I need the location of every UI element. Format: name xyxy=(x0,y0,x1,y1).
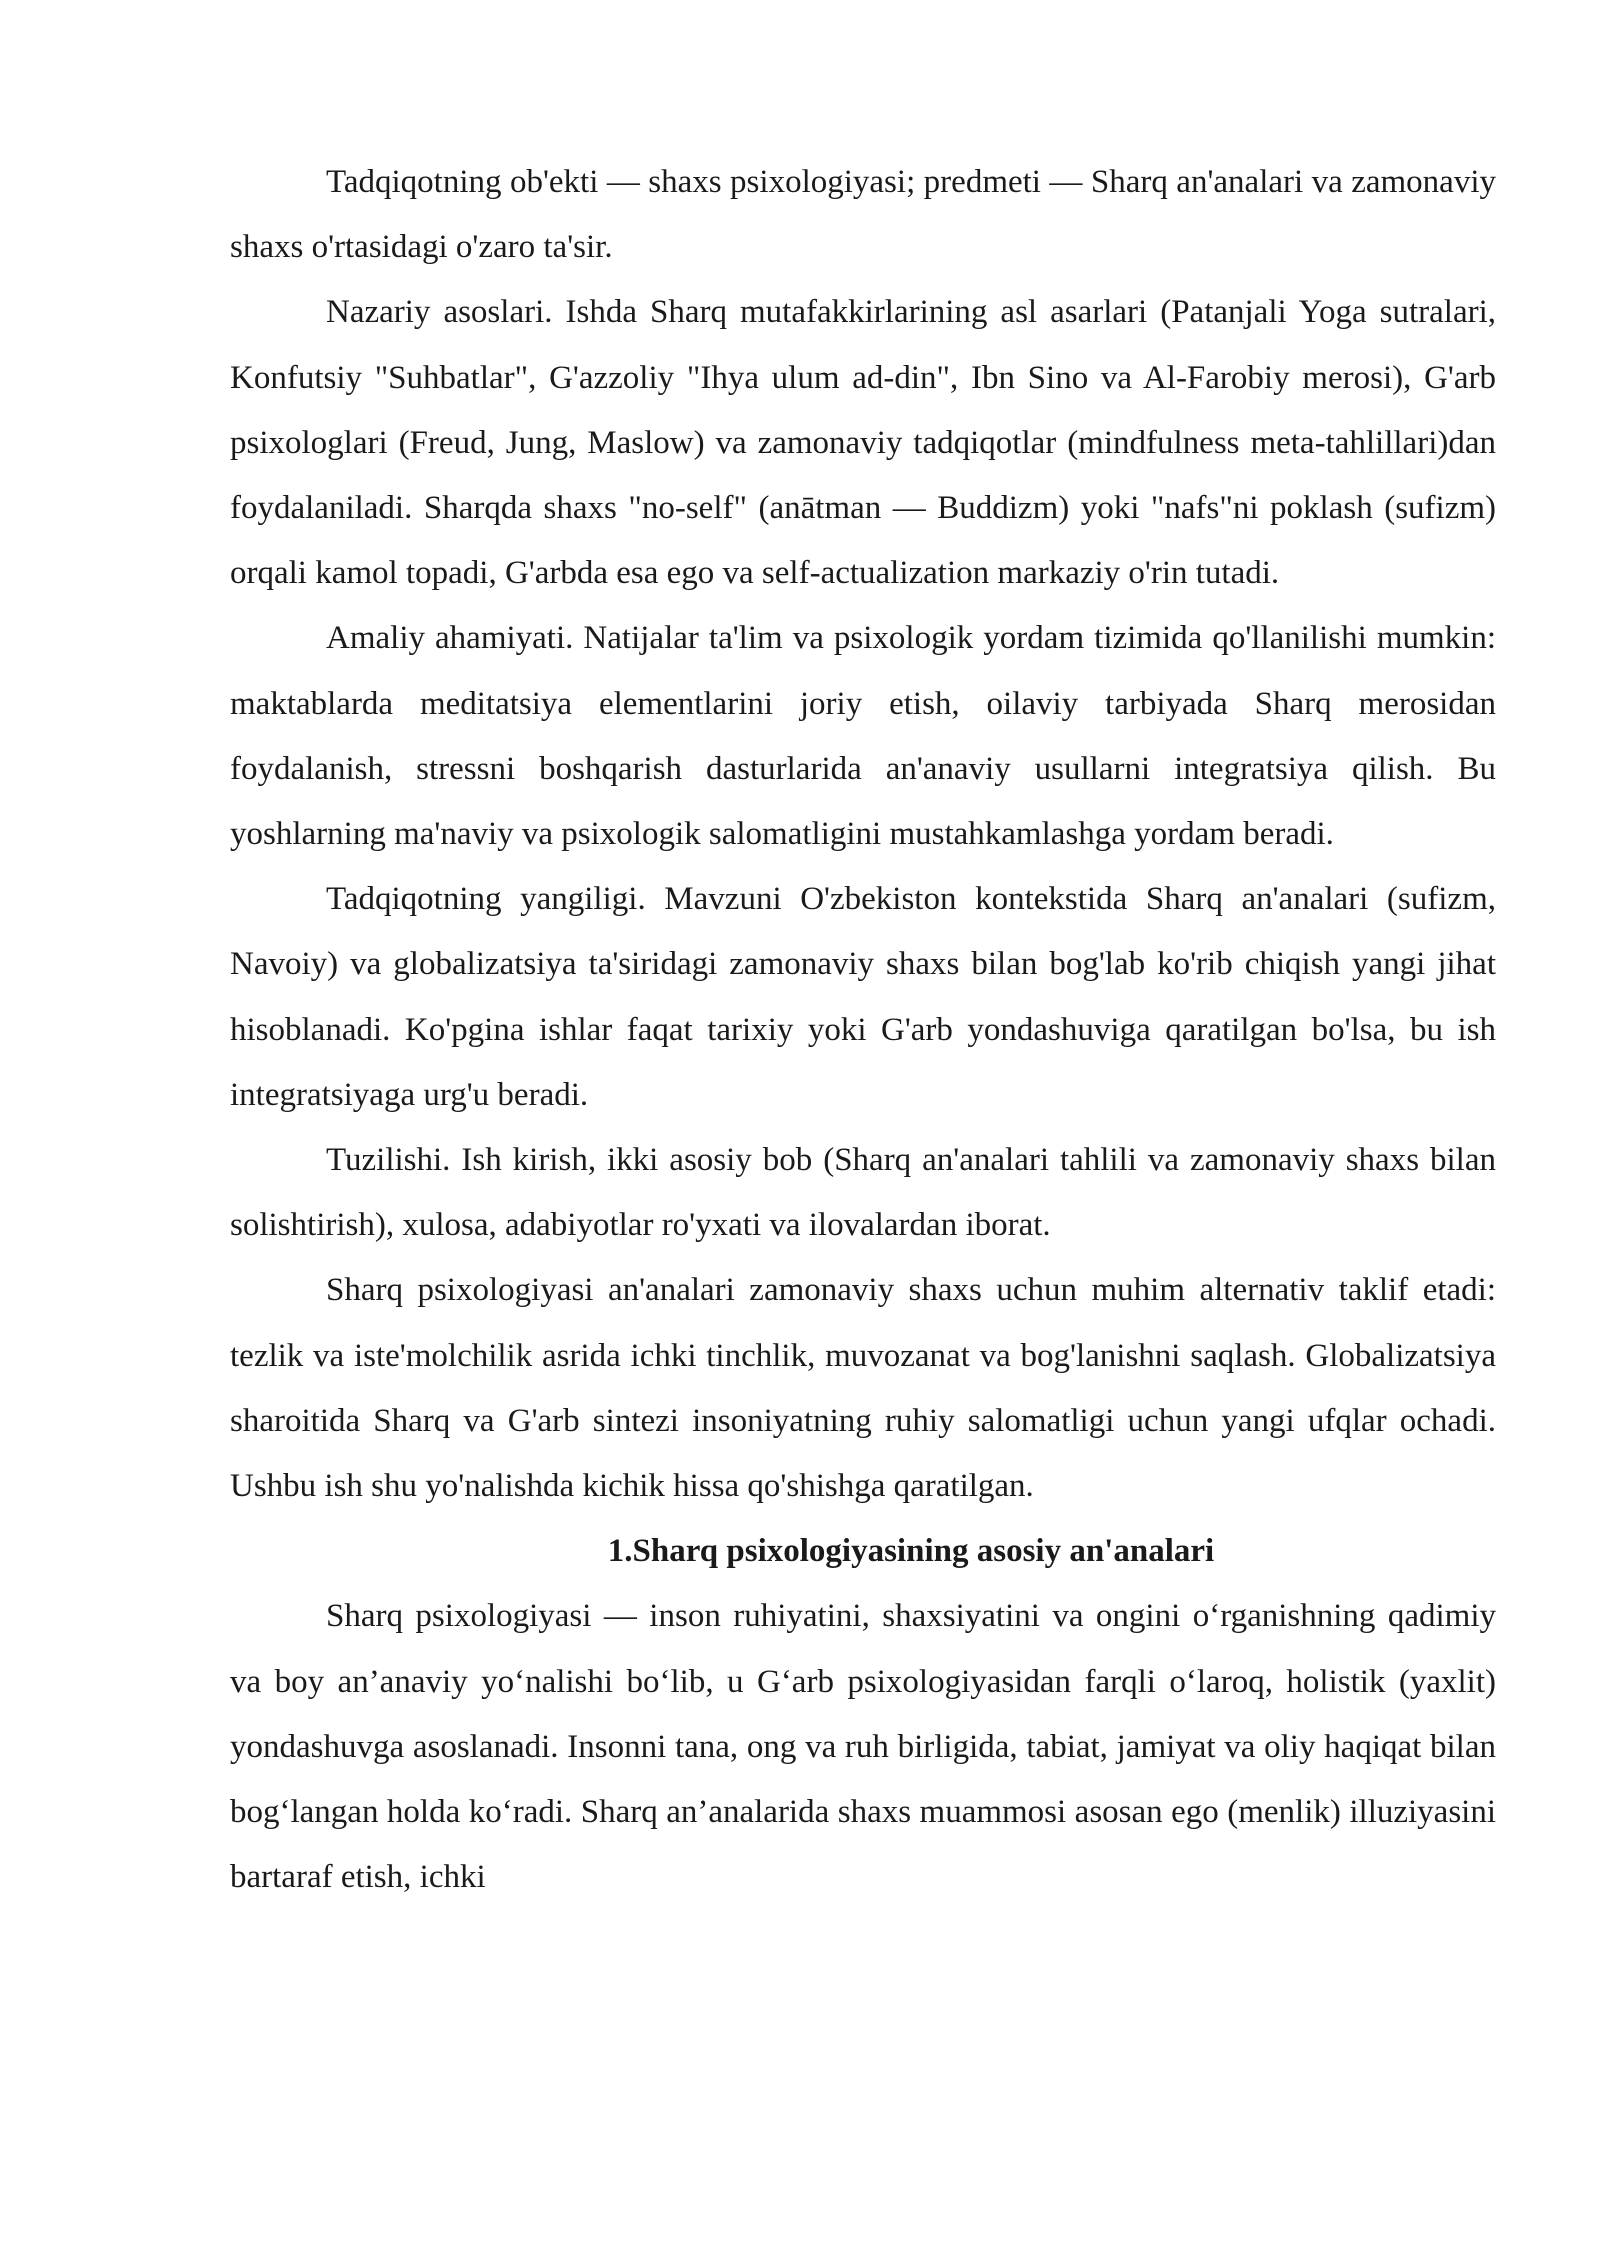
paragraph-research-object: Tadqiqotning ob'ekti — shaxs psixologiyasi; predmeti — Sharq an'analari va zamonaviy shaxs o'rtasidagi o'zaro ta'sir. xyxy=(230,164,1496,266)
paragraph-practical-significance: Amaliy ahamiyati. Natijalar ta'lim va psixologik yordam tizimida qo'llanilishi mumkin: maktablarda meditatsiya elementlarini joriy etish, oilaviy tarbiyada Sharq merosidan foydalanish, stressni boshqarish dasturlarida an'anaviy usullarni integratsiya qilish. Bu yoshlarning ma'naviy va psixologik salomatligini mustahkamlashga yordam beradi. xyxy=(230,620,1496,853)
paragraph-section-intro: Sharq psixologiyasi — inson ruhiyatini, shaxsiyatini va ongini o‘rganishning qadimiy va boy an’anaviy yo‘nalishi bo‘lib, u G‘arb psixologiyasidan farqli o‘laroq, holistik (yaxlit) yondashuvga asoslanadi. Insonni tana, ong va ruh birligida, tabiat, jamiyat va oliy haqiqat bilan bog‘langan holda ko‘radi. Sharq an’analarida shaxs muammosi asosan ego (menlik) illuziyasini bartaraf etish, ichki xyxy=(230,1598,1496,1896)
paragraph-theoretical-basis: Nazariy asoslari. Ishda Sharq mutafakkirlarining asl asarlari (Patanjali Yoga sutralari, Konfutsiy "Suhbatlar", G'azzoliy "Ihya ulum ad-din", Ibn Sino va Al-Farobiy merosi), G'arb psixologlari (Freud, Jung, Maslow) va zamonaviy tadqiqotlar (mindfulness meta-tahlillari)dan foydalaniladi. Sharqda shaxs "no-self" (anātman — Buddizm) yoki "nafs"ni poklash (sufizm) orqali kamol topadi, G'arbda esa ego va self-actualization markaziy o'rin tutadi. xyxy=(230,294,1496,592)
document-page xyxy=(230,150,1496,1910)
paragraph-novelty: Tadqiqotning yangiligi. Mavzuni O'zbekiston kontekstida Sharq an'analari (sufizm, Navoiy) va globalizatsiya ta'siridagi zamonaviy shaxs bilan bog'lab ko'rib chiqish yangi jihat hisoblanadi. Ko'pgina ishlar faqat tarixiy yoki G'arb yondashuviga qaratilgan bo'lsa, bu ish integratsiyaga urg'u beradi. xyxy=(230,881,1496,1113)
section-heading: 1.Sharq psixologiyasining asosiy an'analari xyxy=(607,1533,1215,1570)
paragraph-structure: Tuzilishi. Ish kirish, ikki asosiy bob (Sharq an'analari tahlili va zamonaviy shaxs bilan solishtirish), xulosa, adabiyotlar ro'yxati va ilovalardan iborat. xyxy=(230,1142,1496,1244)
paragraph-conclusion: Sharq psixologiyasi an'analari zamonaviy shaxs uchun muhim alternativ taklif etadi: tezlik va iste'molchilik asrida ichki tinchlik, muvozanat va bog'lanishni saqlash. Globalizatsiya sharoitida Sharq va G'arb sintezi insoniyatning ruhiy salomatligi uchun yangi ufqlar ochadi. Ushbu ish shu yo'nalishda kichik hissa qo'shishga qaratilgan. xyxy=(230,1272,1496,1505)
